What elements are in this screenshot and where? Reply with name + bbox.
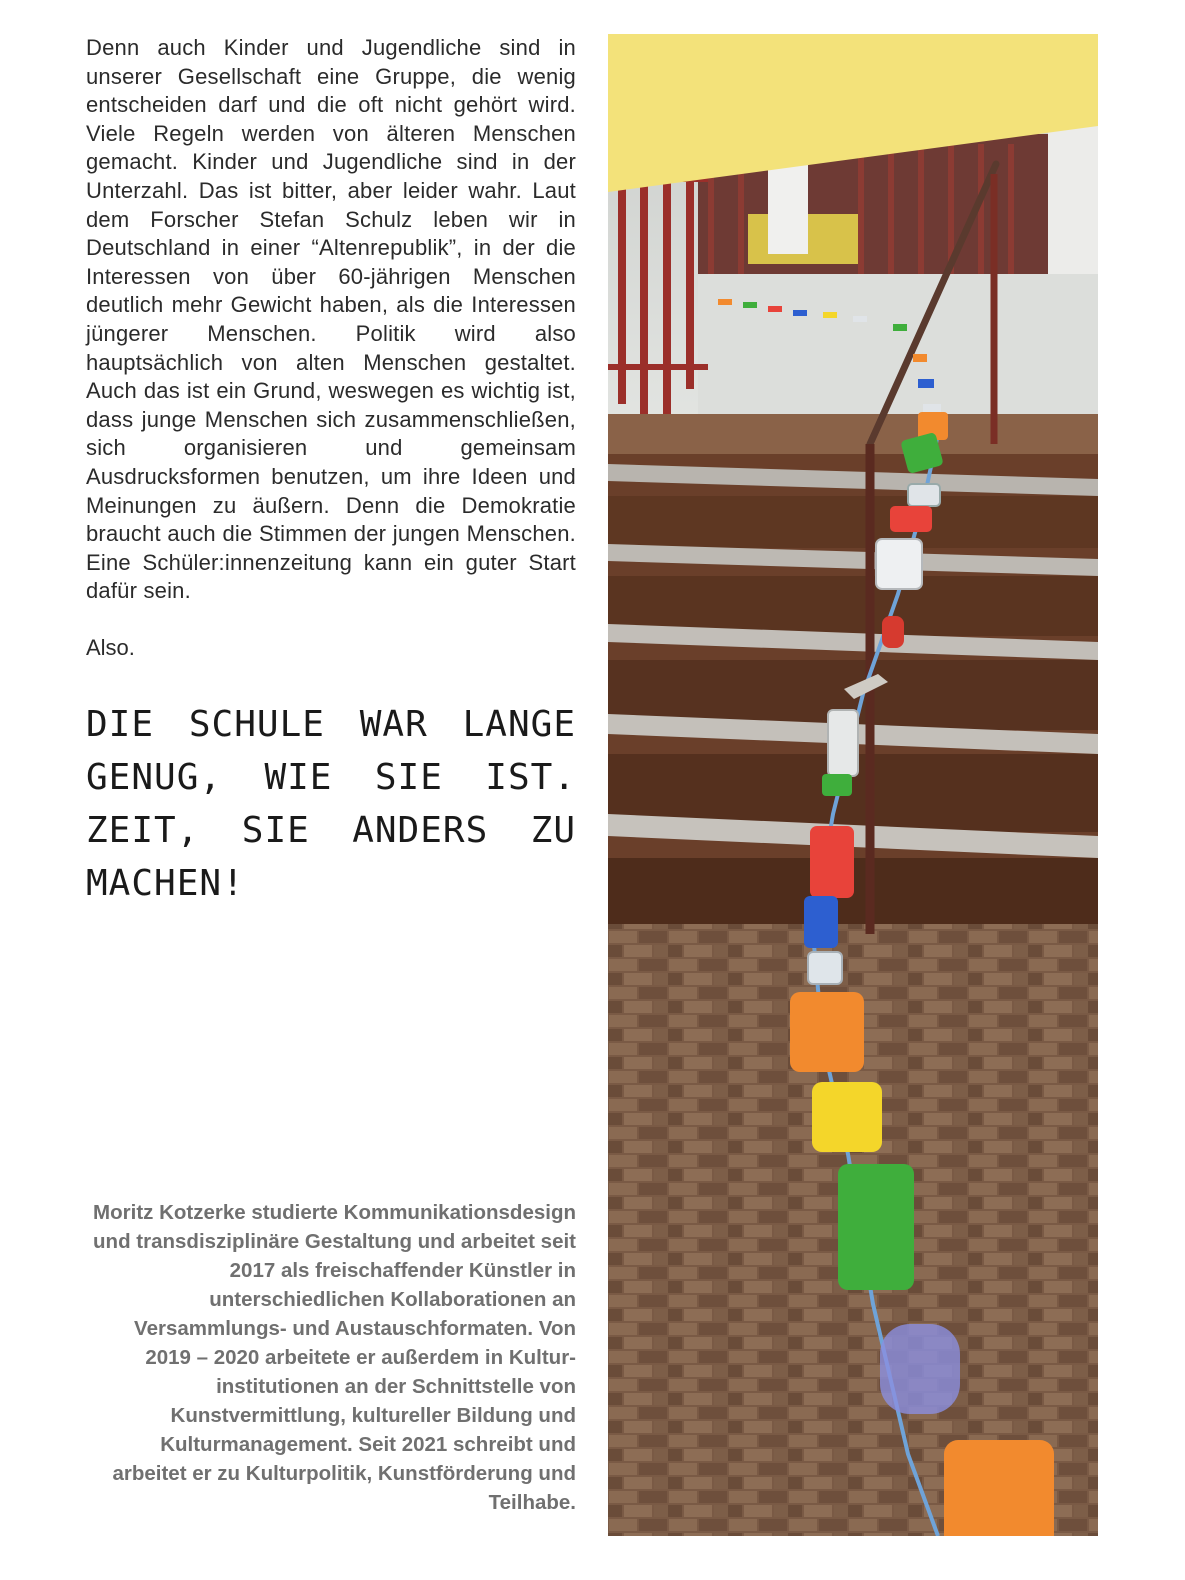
photo-illustration [608,34,1098,1536]
headline-quote: DIE SCHULE WAR LANGE GENUG, WIE SIE IST. ZEIT, SIE ANDERS ZU MACHEN! [86,703,576,904]
also-line: Also. [86,634,135,660]
stairs-photo [608,34,1098,1536]
text-column [86,34,576,910]
body-paragraph: Denn auch Kinder und Jugendliche sind in unserer Gesellschaft eine Gruppe, die wenig entscheiden darf und die oft nicht gehört wird. Viele Regeln werden von älteren Menschen gemacht. Kinder und Jugendliche sind in der Unterzahl. Das ist bitter, aber leider wahr. Laut dem Forscher Stefan Schulz leben wir in Deutschland in einer “Altenrepublik”, in der die Interessen von über 60-jährigen Menschen deutlich mehr Gewicht haben, als die Interessen jüngerer Menschen. Politik wird also hauptsächlich von alten Menschen gestaltet. Auch das ist ein Grund, weswegen es wichtig ist, dass junge Menschen sich zusammenschließen, sich organisieren und gemeinsam Ausdrucksformen benutzen, um ihre Ideen und Meinungen zu äußern. Denn die Demokratie braucht auch die Stimmen der jungen Menschen. Eine Schüler:innenzeitung kann ein guter Start dafür sein. [86,35,576,604]
author-bio: Moritz Kotzerke studierte Kommunikationsdesign und transdisziplinäre Gestaltung und arbeitet seit 2017 als freischaffender Künstler in unterschiedlichen Kollaborationen an Versammlungs- und Austauschformaten. Von 2019 – 2020 arbeitete er außerdem in Kulturinstitutionen an der Schnittstelle von Kunstvermittlung, kultureller Bildung und Kulturmanagement. Seit 2021 schreibt und arbeitet er zu Kulturpolitik, Kunstförderung und Teilhabe. [93,1201,576,1514]
